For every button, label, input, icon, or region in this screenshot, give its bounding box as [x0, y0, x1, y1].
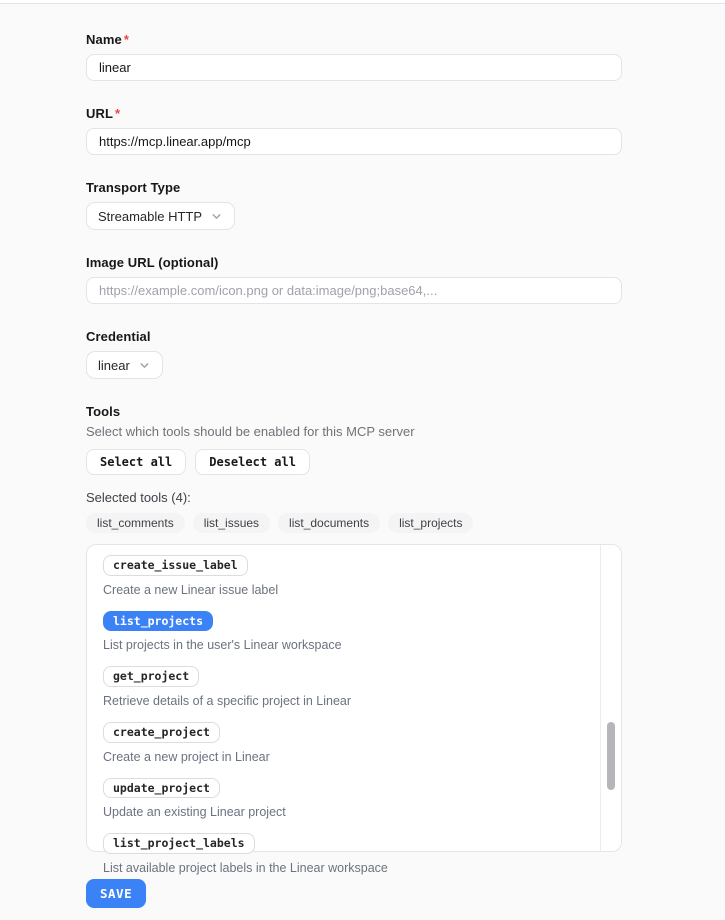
selected-tool-chip: list_issues [193, 513, 270, 533]
url-label [86, 106, 622, 121]
save-button[interactable]: SAVE [86, 879, 146, 908]
tool-description: List projects in the user's Linear workspace [103, 638, 342, 653]
tool-list-item [103, 833, 605, 875]
transport-field-group [86, 180, 622, 230]
scrollbar-track [600, 545, 621, 851]
tools-bulk-actions [86, 449, 622, 475]
name-label-text: Name [86, 32, 122, 47]
tool-list-item [103, 778, 605, 820]
credential-label: Credential [86, 329, 151, 344]
tool-toggle-button[interactable]: list_project_labels [103, 833, 255, 854]
credential-select-value: linear [98, 357, 130, 373]
selected-tools-chips [86, 513, 622, 533]
tool-description: Retrieve details of a specific project in Linear [103, 693, 352, 708]
selected-tool-chip: list_projects [388, 513, 473, 533]
tool-description: Update an existing Linear project [103, 805, 286, 820]
name-label [86, 32, 622, 47]
image-url-input[interactable] [86, 277, 622, 304]
selected-tool-chip: list_documents [278, 513, 380, 533]
required-asterisk: * [123, 32, 129, 47]
transport-label: Transport Type [86, 180, 181, 195]
chevron-down-icon [210, 210, 223, 223]
mcp-server-form [0, 4, 622, 908]
credential-field-group [86, 329, 622, 379]
scrollbar-thumb[interactable] [607, 722, 615, 790]
tool-toggle-button[interactable]: create_project [103, 722, 220, 743]
tool-description: Create a new Linear issue label [103, 582, 279, 597]
deselect-all-button[interactable]: Deselect all [195, 449, 310, 475]
tool-list-item [103, 666, 605, 708]
url-input[interactable] [86, 128, 622, 155]
credential-select[interactable] [86, 351, 163, 379]
transport-select[interactable] [86, 202, 235, 230]
tool-list-item [103, 611, 605, 653]
chevron-down-icon [138, 359, 151, 372]
image-url-label: Image URL (optional) [86, 255, 219, 270]
url-field-group [86, 106, 622, 155]
selected-tools-heading: Selected tools (4): [86, 490, 191, 505]
tool-toggle-button[interactable]: create_issue_label [103, 555, 248, 576]
required-asterisk: * [115, 106, 121, 121]
tool-toggle-button[interactable]: get_project [103, 666, 199, 687]
tools-description: Select which tools should be enabled for this MCP server [86, 424, 415, 439]
tools-section [86, 404, 622, 875]
tool-toggle-button[interactable]: list_projects [103, 611, 213, 632]
tool-description: List available project labels in the Linear workspace [103, 860, 388, 875]
select-all-button[interactable]: Select all [86, 449, 186, 475]
name-input[interactable] [86, 54, 622, 81]
transport-select-value: Streamable HTTP [98, 208, 203, 224]
tool-list-item [103, 555, 605, 597]
url-label-text: URL [86, 106, 114, 121]
name-field-group [86, 32, 622, 81]
selected-tool-chip: list_comments [86, 513, 185, 533]
tools-label: Tools [86, 404, 121, 419]
tool-toggle-button[interactable]: update_project [103, 778, 220, 799]
tools-list-scroll-area[interactable] [87, 545, 621, 875]
tool-description: Create a new project in Linear [103, 749, 270, 764]
tool-list-item [103, 722, 605, 764]
image-url-field-group [86, 255, 622, 304]
tools-list-panel [86, 544, 622, 875]
